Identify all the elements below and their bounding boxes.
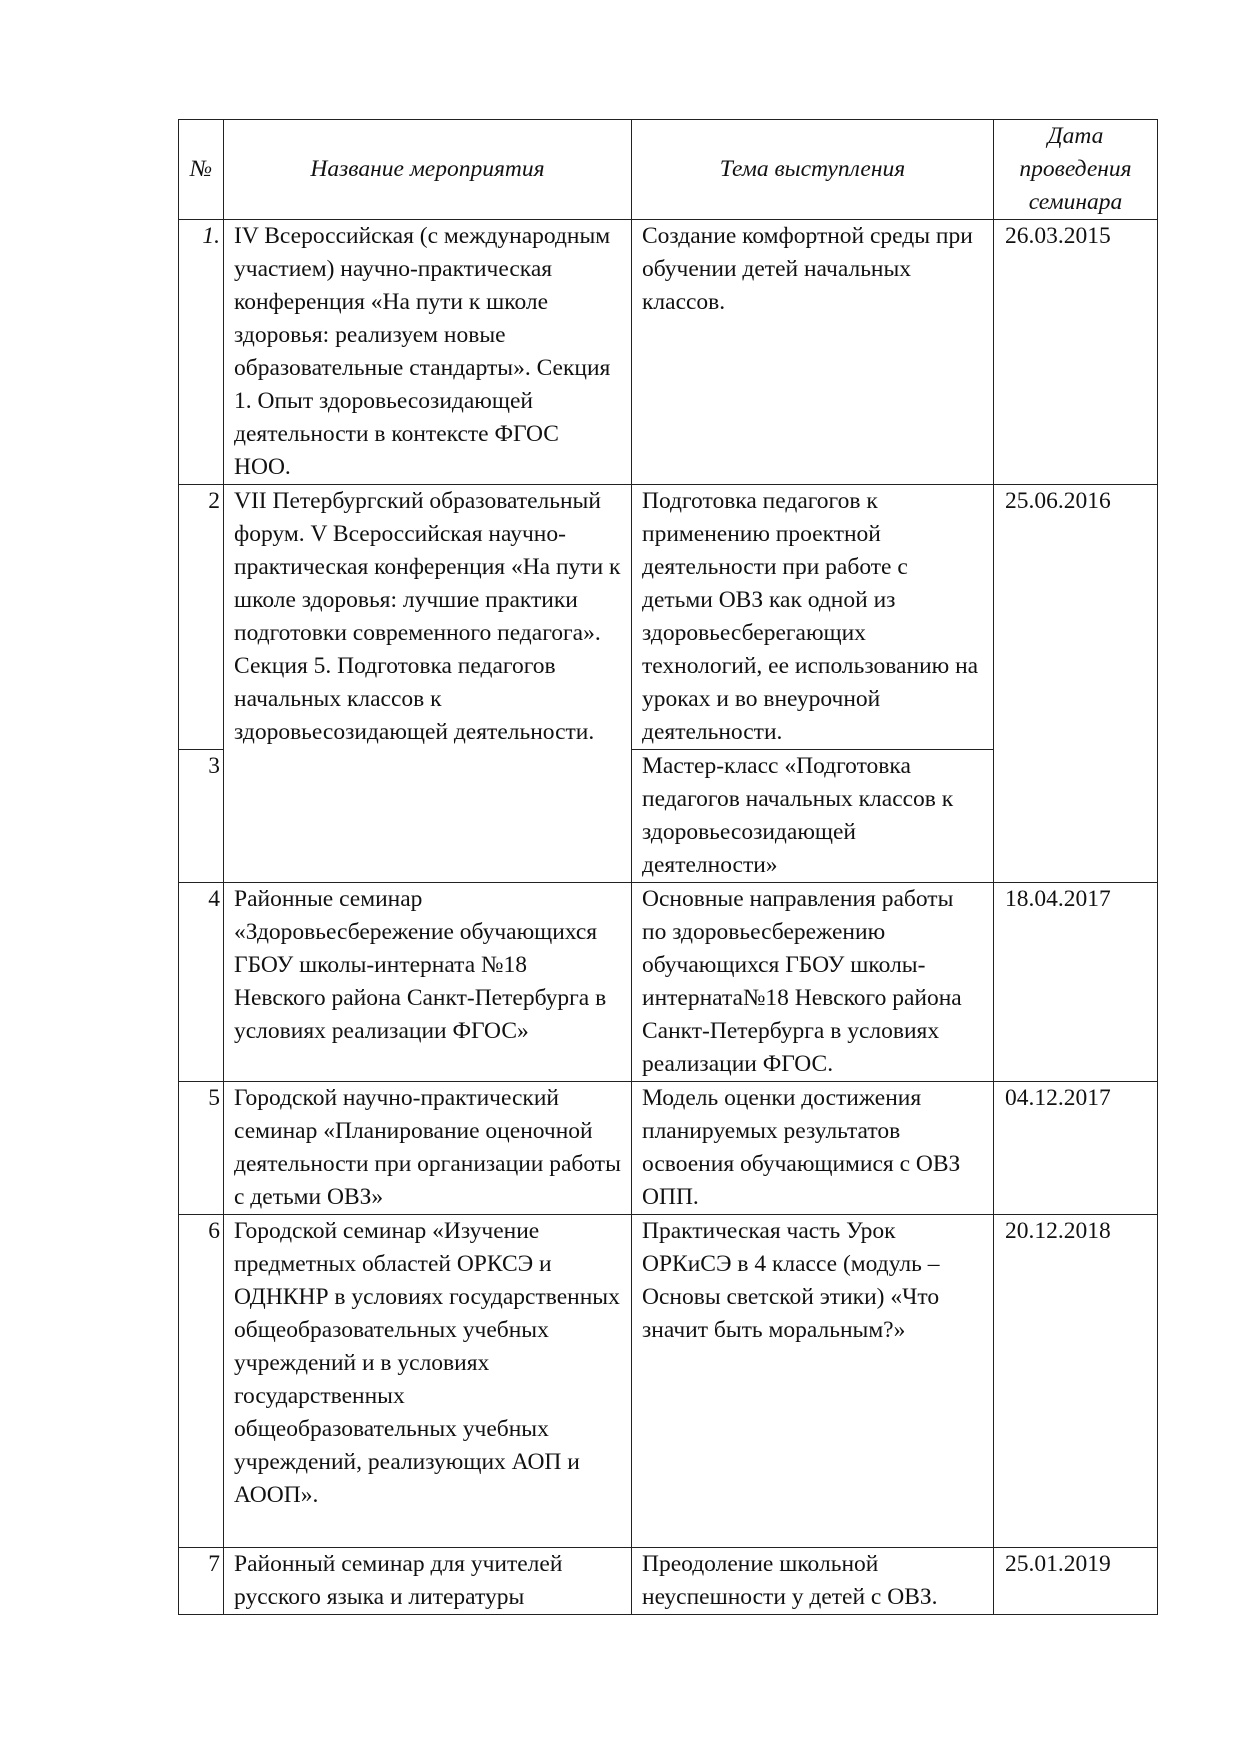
header-date: Дата проведения семинара <box>994 120 1158 220</box>
talk-topic: Преодоление школьной неуспешности у детей с ОВЗ. <box>632 1548 994 1615</box>
table-row <box>179 485 1158 750</box>
event-date: 25.06.2016 <box>994 485 1158 883</box>
event-date: 18.04.2017 <box>994 883 1158 1082</box>
talk-topic: Основные направления работы по здоровьесбережению обучающихся ГБОУ школы-интерната№18 Невского района Санкт-Петербурга в условиях реализации ФГОС. <box>632 883 994 1082</box>
table-row <box>179 1548 1158 1615</box>
seminars-table <box>178 119 1158 1615</box>
event-name: Городской семинар «Изучение предметных областей ОРКСЭ и ОДНКНР в условиях государственных общеобразовательных учебных учреждений и в условиях государственных общеобразовательных учебных учреждений, реализующих АОП и АООП». <box>224 1215 632 1548</box>
talk-topic: Мастер-класс «Подготовка педагогов начальных классов к здоровьесозидающей деятелности» <box>632 750 994 883</box>
talk-topic: Подготовка педагогов к применению проектной деятельности при работе с детьми ОВЗ как одной из здоровьесберегающих технологий, ее использованию на уроках и во внеурочной деятельности. <box>632 485 994 750</box>
event-date: 25.01.2019 <box>994 1548 1158 1615</box>
event-date: 04.12.2017 <box>994 1082 1158 1215</box>
event-date: 26.03.2015 <box>994 220 1158 485</box>
talk-topic: Практическая часть Урок ОРКиСЭ в 4 классе (модуль – Основы светской этики) «Что значит быть моральным?» <box>632 1215 994 1548</box>
event-name: Районные семинар «Здоровьесбережение обучающихся ГБОУ школы-интерната №18 Невского района Санкт-Петербурга в условиях реализации ФГОС» <box>224 883 632 1082</box>
row-number: 3 <box>179 750 224 883</box>
table-row <box>179 883 1158 1082</box>
row-number: 7 <box>179 1548 224 1615</box>
event-name: IV Всероссийская (с международным участием) научно-практическая конференция «На пути к школе здоровья: реализуем новые образовательные стандарты». Секция 1. Опыт здоровьесозидающей деятельности в контексте ФГОС НОО. <box>224 220 632 485</box>
table-header-row <box>179 120 1158 220</box>
header-num: № <box>179 120 224 220</box>
event-name: VII Петербургский образовательный форум. V Всероссийская научно-практическая конференция «На пути к школе здоровья: лучшие практики подготовки современного педагога». Секция 5. Подготовка педагогов начальных классов к здоровьесозидающей деятельности. <box>224 485 632 883</box>
row-number: 1. <box>179 220 224 485</box>
row-number: 4 <box>179 883 224 1082</box>
table-row <box>179 1215 1158 1548</box>
header-event: Название мероприятия <box>224 120 632 220</box>
event-name: Городской научно-практический семинар «Планирование оценочной деятельности при организации работы с детьми ОВЗ» <box>224 1082 632 1215</box>
table-row <box>179 1082 1158 1215</box>
event-name: Районный семинар для учителей русского языка и литературы <box>224 1548 632 1615</box>
row-number: 6 <box>179 1215 224 1548</box>
table-row <box>179 220 1158 485</box>
event-date: 20.12.2018 <box>994 1215 1158 1548</box>
row-number: 2 <box>179 485 224 750</box>
talk-topic: Создание комфортной среды при обучении детей начальных классов. <box>632 220 994 485</box>
row-number: 5 <box>179 1082 224 1215</box>
header-topic: Тема выступления <box>632 120 994 220</box>
talk-topic: Модель оценки достижения планируемых результатов освоения обучающимися с ОВЗ ОПП. <box>632 1082 994 1215</box>
